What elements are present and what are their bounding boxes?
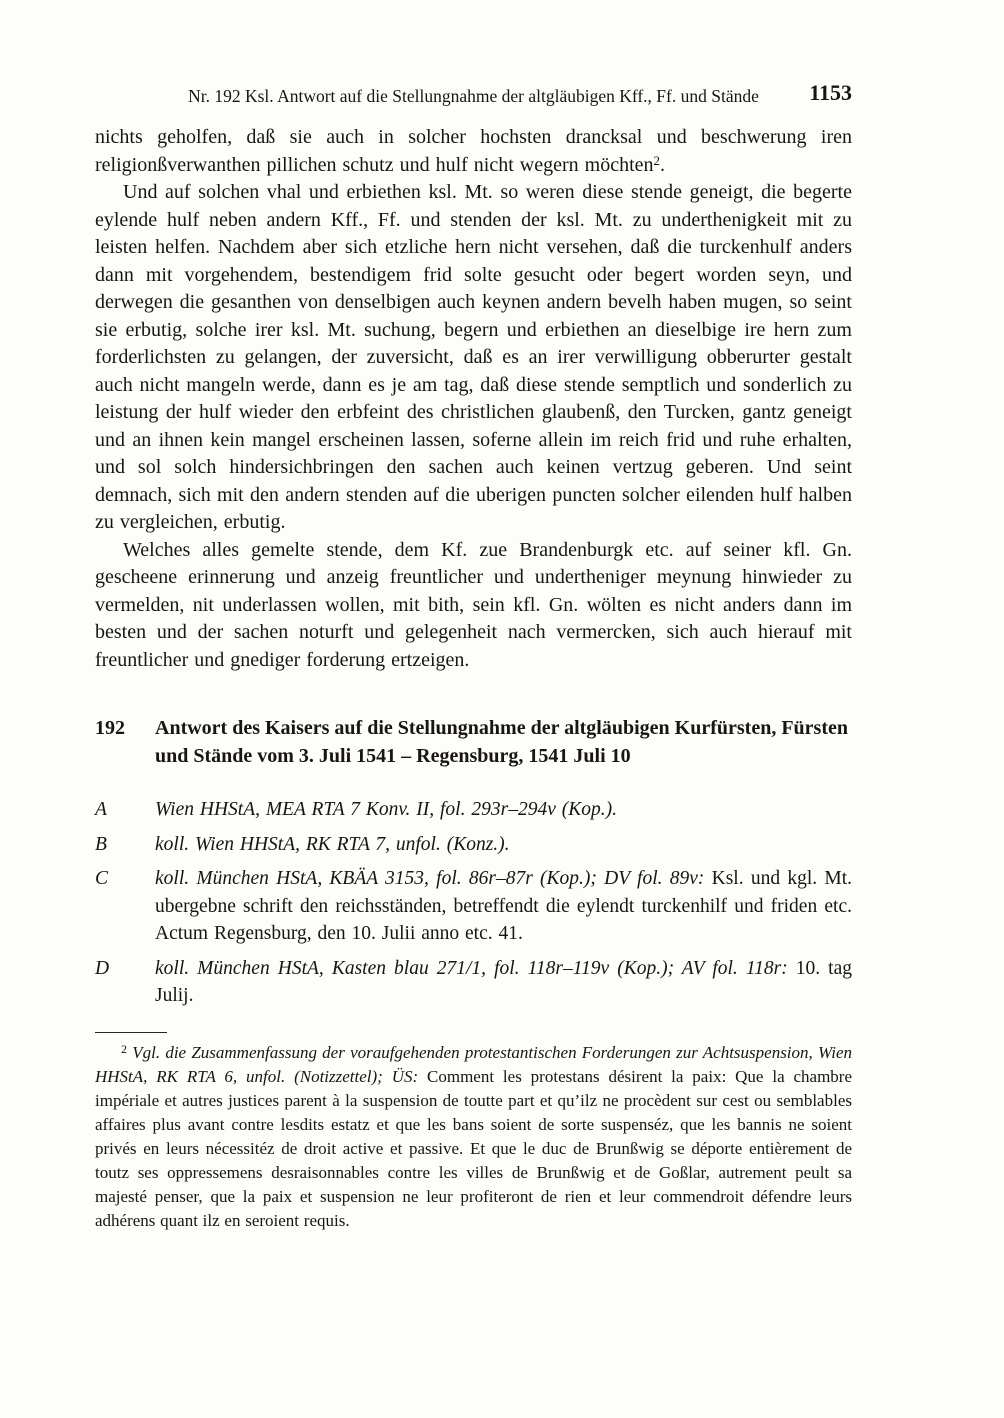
source-letter-c: C [95, 868, 109, 889]
document-number: 192 [95, 717, 125, 739]
paragraph-3: Welches alles gemelte stende, dem Kf. zue Brandenburgk etc. auf seiner kfl. Gn. gescheene erinnerung und anzeig freuntlicher und undertheniger meynung hinwieder zu vermelden, nit underlassen wollen, mit bith, sein kfl. Gn. wölten es nicht anders dann im besten und der sachen noturft und gelegenheit nach vermercken, sich auch hierauf mit freuntlicher und gnediger forderung ertzeigen. [95, 538, 852, 671]
source-text-a [155, 796, 852, 824]
source-list [95, 796, 852, 1010]
document-heading [95, 714, 852, 770]
source-item-c [95, 865, 852, 948]
source-text-c-roman: Ksl. und kgl. Mt. ubergebne schrift den reichsständen, betreffendt die eylendt turckenhilf und friden etc. Actum Regensburg, den 10. Julii anno etc. 41. [155, 868, 853, 944]
source-item-d [95, 955, 852, 1010]
source-item-a [95, 796, 852, 824]
source-text-c [155, 865, 852, 948]
footnote-number: 2 [121, 1041, 127, 1056]
paragraph-1-period: . [660, 153, 666, 176]
source-letter-b: B [95, 833, 107, 855]
paragraph-2: Und auf solchen vhal und erbiethen ksl. Mt. so weren diese stende geneigt, die begerte eylende hulf neben andern Kff., Ff. und stenden der ksl. Mt. zu underthenigkeit mit zu leisten helfen. Nachdem aber sich etzliche hern nicht versehen, daß die turckenhulf anders dann mit vorgehendem, bestendigem frid solte gesucht oder begert worden seyn, und derwegen die gesanthen von denselbigen auch keynen andern bevelh haben mugen, so seint sie erbutig, solche irer ksl. Mt. suchung, begern und erbiethen an dieselbige ire hern zum forderlichsten zu gelangen, der zuversicht, daß es an irer verwilligung obberurter gestalt auch nicht mangeln werde, dann es je am tag, daß diese stende semptlich und sonderlich zu leistung der hulf wieder den erbfeint des christlichen glaubenß, den Turcken, gantz geneigt und an ihnen kein mangel erscheinen lassen, soferne allein im reich frid und ruhe erhalten, und sol solch hindersichbringen den sachen auch keinen vertzug geberen. Und seint demnach, sich mit den andern stenden auf die uberigen puncten solcher eilenden hulf halben zu vergleichen, erbutig. [95, 181, 852, 533]
running-header-text: Nr. 192 Ksl. Antwort auf die Stellungnahme der altgläubigen Kff., Ff. und Stände [188, 86, 759, 106]
running-header [95, 80, 852, 110]
source-text-d [155, 955, 852, 1010]
source-text-b-italic: koll. Wien HHStA, RK RTA 7, unfol. (Konz.). [155, 833, 510, 855]
source-text-c-italic: koll. München HStA, KBÄA 3153, fol. 86r–87r (Kop.); DV fol. 89v: [155, 868, 705, 889]
footnote-french-text: Comment les protestans désirent la paix: Que la chambre impériale et autres justices parent à la suspension de toutte part et qu’ilz ne procèdent sur cest ou semblables affaires plus avant contre lesdits estatz et que les bans soient de sorte suspenséz, que les bannis ne soient privés en leurs nécessitéz de droit active et passive. Et que le duc de Brunßwig se déporte entièrement de toutz ses oppressemens desraisonnables contre les villes de Brunßwig et de Goßlar, autrement peult sa majesté penser, que la paix et suspension ne leur profiteront de rien et leur commendroit défendre leurs adhérens quant ilz en seroient requis. [95, 1066, 853, 1230]
source-text-d-italic: koll. München HStA, Kasten blau 271/1, fol. 118r–119v (Kop.); AV fol. 118r: [155, 957, 788, 979]
footnote-2 [95, 1041, 852, 1233]
page-number: 1153 [809, 80, 852, 105]
source-item-b [95, 831, 852, 859]
source-text-d-roman: 10. tag Julij. [155, 957, 853, 1006]
type-area [95, 80, 853, 1233]
footnote-section [95, 1032, 852, 1233]
source-text-a-italic: Wien HHStA, MEA RTA 7 Konv. II, fol. 293r–294v (Kop.). [155, 799, 617, 820]
source-text-b [155, 831, 852, 859]
main-text [95, 124, 852, 674]
document-title: Antwort des Kaisers auf die Stellungnahme der altgläubigen Kurfürsten, Fürsten und Stände vom 3. Juli 1541 – Regensburg, 1541 Juli 10 [155, 717, 848, 767]
source-letter-a: A [95, 799, 107, 820]
footnote-reference-2: 2 [653, 152, 661, 168]
footnote-separator [95, 1032, 167, 1033]
paragraph-1-text: nichts geholfen, daß sie auch in solcher hochsten drancksal und beschwerung iren religionßverwanthen pillichen schutz und hulf nicht wegern möchten [95, 126, 852, 176]
footnote-german-text: Vgl. die Zusammenfassung der voraufgehenden protestantischen Forderungen zur Achtsuspension, Wien HHStA, RK RTA 6, unfol. (Notizzettel); ÜS: [95, 1042, 853, 1086]
source-letter-d: D [95, 957, 110, 979]
paragraph-1 [95, 124, 852, 179]
